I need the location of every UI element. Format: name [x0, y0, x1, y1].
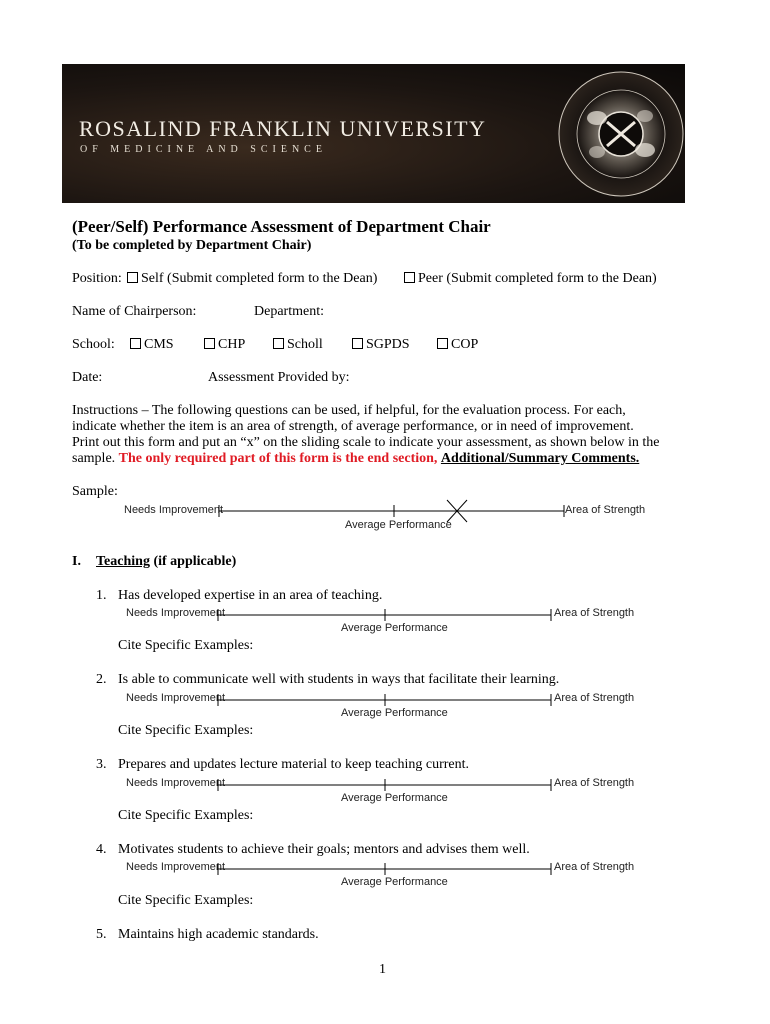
rating-scale[interactable] [118, 858, 638, 890]
school-sgpds-text: SGPDS [366, 337, 410, 352]
instructions-line-1: Instructions – The following questions can be used, if helpful, for the evaluation process. For each, [72, 403, 626, 418]
school-option-scholl[interactable] [273, 337, 323, 353]
section-qualifier: (if applicable) [153, 554, 237, 569]
school-option-cms[interactable] [130, 337, 174, 353]
position-self-text: Self (Submit completed form to the Dean) [141, 271, 378, 286]
question-text: Is able to communicate well with students in ways that facilitate their learning. [118, 672, 560, 687]
instructions-sample-word: sample. [72, 451, 116, 466]
question-number: 5. [96, 927, 107, 942]
question-text: Maintains high academic standards. [118, 927, 319, 942]
question-number: 1. [96, 588, 107, 603]
school-scholl-checkbox[interactable] [273, 338, 284, 349]
cite-examples-label: Cite Specific Examples: [118, 723, 254, 738]
school-chp-checkbox[interactable] [204, 338, 215, 349]
school-label: School: [72, 337, 115, 352]
chairperson-label: Name of Chairperson: [72, 304, 197, 319]
question-number: 4. [96, 842, 107, 857]
instructions-line-2: indicate whether the item is an area of strength, of average performance, or in need of improvement. [72, 419, 634, 434]
scale-middle-label: Average Performance [341, 792, 448, 804]
page-number: 1 [379, 962, 386, 977]
position-label: Position: [72, 271, 122, 286]
scale-middle-label: Average Performance [341, 707, 448, 719]
section-numeral: I. [72, 554, 81, 569]
page-title: (Peer/Self) Performance Assessment of Department Chair [72, 217, 491, 236]
school-chp-text: CHP [218, 337, 246, 352]
scale-middle-label: Average Performance [341, 876, 448, 888]
position-self-option[interactable] [127, 271, 377, 287]
school-sgpds-checkbox[interactable] [352, 338, 363, 349]
school-cop-text: COP [451, 337, 479, 352]
question-text: Has developed expertise in an area of teaching. [118, 588, 383, 603]
school-cop-checkbox[interactable] [437, 338, 448, 349]
scale-right-label: Area of Strength [554, 777, 635, 789]
position-peer-option[interactable] [404, 271, 657, 287]
assessor-label: Assessment Provided by: [208, 370, 350, 385]
cite-examples-label: Cite Specific Examples: [118, 808, 254, 823]
summary-comments-link: Additional/Summary Comments. [440, 451, 640, 466]
scale-middle-label: Average Performance [345, 519, 452, 531]
page-subtitle: (To be completed by Department Chair) [72, 238, 312, 253]
scale-left-label: Needs Improvement [126, 861, 226, 873]
school-scholl-text: Scholl [287, 337, 323, 352]
scale-left-label: Needs Improvement [126, 777, 226, 789]
scale-left-label: Needs Improvement [124, 504, 224, 516]
department-label: Department: [254, 304, 324, 319]
scale-middle-label: Average Performance [341, 622, 448, 634]
position-self-checkbox[interactable] [127, 272, 138, 283]
scale-right-label: Area of Strength [565, 504, 646, 516]
school-cms-text: CMS [144, 337, 174, 352]
scale-left-label: Needs Improvement [126, 607, 226, 619]
scale-right-label: Area of Strength [554, 861, 635, 873]
rating-scale[interactable] [118, 689, 638, 721]
question-text: Prepares and updates lecture material to keep teaching current. [118, 757, 470, 772]
school-option-sgpds[interactable] [352, 337, 410, 353]
university-seal-icon [557, 66, 685, 200]
rating-scale[interactable] [118, 604, 638, 636]
school-option-chp[interactable] [204, 337, 245, 353]
section-name: Teaching [96, 554, 150, 569]
position-peer-checkbox[interactable] [404, 272, 415, 283]
instructions-required-note: The only required part of this form is the end section, [118, 451, 438, 466]
cite-examples-label: Cite Specific Examples: [118, 638, 254, 653]
rating-scale[interactable] [118, 774, 638, 806]
cite-examples-label: Cite Specific Examples: [118, 893, 254, 908]
university-banner [62, 64, 685, 203]
date-label: Date: [72, 370, 103, 385]
question-number: 2. [96, 672, 107, 687]
section-heading [96, 554, 236, 570]
school-cms-checkbox[interactable] [130, 338, 141, 349]
university-subtitle: OF MEDICINE AND SCIENCE [80, 144, 327, 155]
instructions-line-3: Print out this form and put an “x” on the sliding scale to indicate your assessment, as shown below in the [72, 435, 660, 450]
sample-label: Sample: [72, 484, 118, 499]
university-name: ROSALIND FRANKLIN UNIVERSITY [79, 116, 487, 141]
school-option-cop[interactable] [437, 337, 478, 353]
scale-left-label: Needs Improvement [126, 692, 226, 704]
question-number: 3. [96, 757, 107, 772]
instructions-line-4 [72, 451, 639, 467]
position-peer-text: Peer (Submit completed form to the Dean) [418, 271, 657, 286]
question-text: Motivates students to achieve their goals; mentors and advises them well. [118, 842, 530, 857]
scale-right-label: Area of Strength [554, 692, 635, 704]
scale-right-label: Area of Strength [554, 607, 635, 619]
sample-scale [120, 498, 650, 534]
